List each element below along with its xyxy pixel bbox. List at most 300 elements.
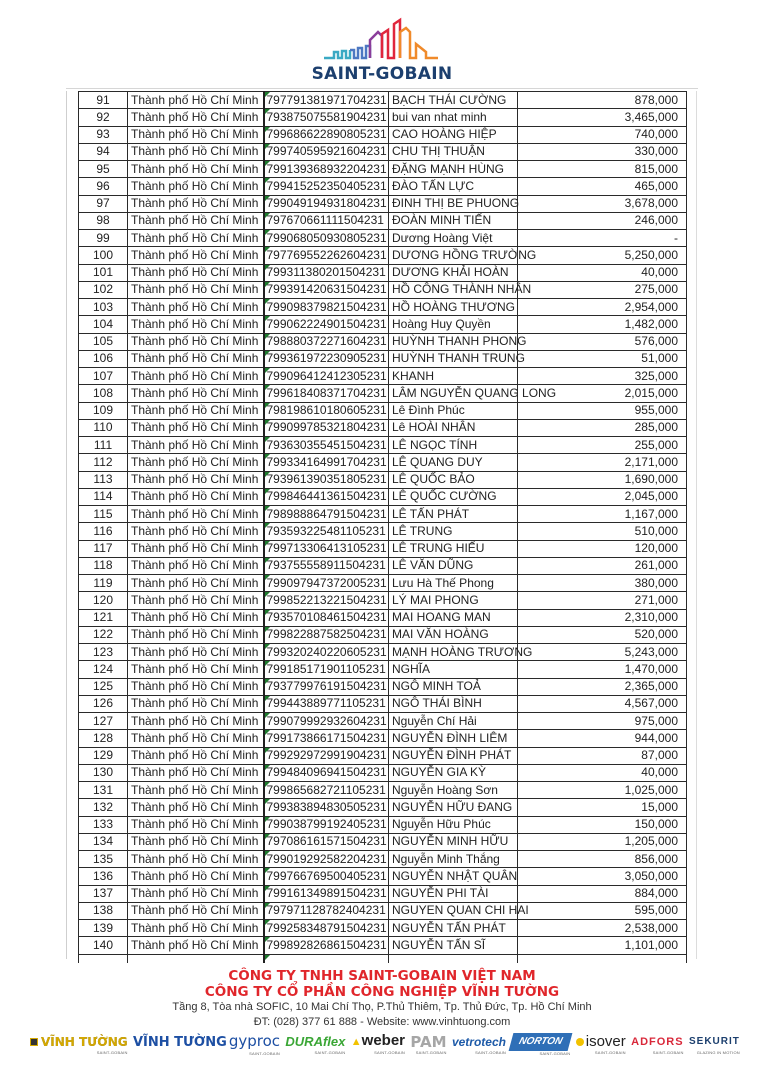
account-code-cell: 799139368932204231 [264,161,389,178]
account-code-cell: 799019292582204231 [264,851,389,868]
row-number-cell: 104 [79,316,128,333]
amount-cell: 120,000 [518,540,687,557]
row-number-cell: 124 [79,661,128,678]
table-row [79,885,687,902]
account-code-cell: 799068050930805231 [264,230,389,247]
row-number-cell: 95 [79,161,128,178]
account-code-cell: 799320240220605231 [264,644,389,661]
customer-name-cell: KHANH [389,368,518,385]
amount-cell: 2,171,000 [518,454,687,471]
amount-cell: 5,243,000 [518,644,687,661]
city-cell: Thành phố Hồ Chí Minh [128,488,264,505]
city-cell: Thành phố Hồ Chí Minh [128,764,264,781]
account-code-cell: 799391420631504231 [264,281,389,298]
city-cell: Thành phố Hồ Chí Minh [128,247,264,264]
brand-name-extra: gyproc [228,1031,281,1050]
brand-isover-logo [576,1034,626,1055]
city-cell: Thành phố Hồ Chí Minh [128,333,264,350]
row-number-cell: 116 [79,523,128,540]
city-cell: Thành phố Hồ Chí Minh [128,868,264,885]
table-row [79,868,687,885]
row-number-cell: 100 [79,247,128,264]
table-row [79,437,687,454]
table-row [79,195,687,212]
customer-name-cell: ĐẶNG MẠNH HÙNG [389,161,518,178]
table-row [79,609,687,626]
table-row [79,833,687,850]
brand-name: NORTON [509,1033,573,1051]
city-cell: Thành phố Hồ Chí Minh [128,730,264,747]
table-row [79,264,687,281]
table-row [79,368,687,385]
amount-cell: 595,000 [518,902,687,919]
table-row [79,247,687,264]
row-number-cell: 128 [79,730,128,747]
customer-name-cell: NGUYỄN ĐÌNH LIÊM [389,730,518,747]
account-code-cell: 799865682721105231 [264,782,389,799]
customer-name-cell: Lê Đình Phúc [389,402,518,419]
table-row [79,713,687,730]
amount-cell: 285,000 [518,419,687,436]
row-number-cell: 133 [79,816,128,833]
table-row [79,730,687,747]
amount-cell: 510,000 [518,523,687,540]
empty-cell [128,954,264,963]
city-cell: Thành phố Hồ Chí Minh [128,143,264,160]
brand-name: isover [585,1032,626,1050]
empty-cell [518,954,687,963]
table-row [79,143,687,160]
customer-name-cell: NGUYEN QUAN CHI HAI [389,902,518,919]
brand-sub-label: SAINT-GOBAIN [96,1049,128,1055]
account-code-cell: 799079992932604231 [264,713,389,730]
city-cell: Thành phố Hồ Chí Minh [128,678,264,695]
amount-cell: 51,000 [518,350,687,367]
amount-cell: 2,538,000 [518,920,687,937]
row-number-cell: 115 [79,506,128,523]
table-body [79,92,687,964]
city-cell: Thành phố Hồ Chí Minh [128,161,264,178]
account-code-cell: 799361972230905231 [264,350,389,367]
amount-cell: 740,000 [518,126,687,143]
amount-cell: 1,101,000 [518,937,687,954]
table-row [79,212,687,229]
brand-sub-label: SAINT-GOBAIN [314,1049,346,1055]
city-cell: Thành phố Hồ Chí Minh [128,557,264,574]
brand-sekurit-logo [689,1034,740,1055]
table-row [79,299,687,316]
brand-name: VĨNH TƯỜNG [41,1034,128,1049]
amount-cell: 15,000 [518,799,687,816]
brand-name: weber [361,1032,406,1049]
row-number-cell: 129 [79,747,128,764]
city-cell: Thành phố Hồ Chí Minh [128,437,264,454]
amount-cell: 380,000 [518,575,687,592]
table-row [79,661,687,678]
city-cell: Thành phố Hồ Chí Minh [128,368,264,385]
customer-name-cell: CAO HOÀNG HIỆP [389,126,518,143]
city-cell: Thành phố Hồ Chí Minh [128,747,264,764]
brand-sub-label: SAINT-GOBAIN [374,1050,406,1055]
account-code-cell: 799822887582504231 [264,626,389,643]
account-code-cell: 799049194931804231 [264,195,389,212]
amount-cell: 275,000 [518,281,687,298]
row-number-cell: 106 [79,350,128,367]
account-code-cell: 793630355451504231 [264,437,389,454]
row-number-cell: 134 [79,833,128,850]
customer-name-cell: MAI HOANG MAN [389,609,518,626]
brand-sub-label: SAINT-GOBAIN [539,1050,571,1056]
isover-dot-icon [576,1038,584,1046]
table-row [79,488,687,505]
city-cell: Thành phố Hồ Chí Minh [128,230,264,247]
customer-name-cell: LÊ NGỌC TÍNH [389,437,518,454]
customer-name-cell: bui van nhat minh [389,109,518,126]
customer-name-cell: Lưu Hà Thế Phong [389,575,518,592]
brand-vetrotech-logo [452,1034,506,1055]
amount-cell: 5,250,000 [518,247,687,264]
customer-name-cell: NGÔ THÁI BÌNH [389,695,518,712]
customer-name-cell: ĐINH THỊ BE PHUONG [389,195,518,212]
customer-name-cell: NGUYỄN TẤN PHÁT [389,920,518,937]
customer-name-cell: ĐÀO TẤN LỰC [389,178,518,195]
customer-name-cell: Nguyễn Hoàng Sơn [389,782,518,799]
account-code-cell: 799484096941504231 [264,764,389,781]
amount-cell: 40,000 [518,764,687,781]
city-cell: Thành phố Hồ Chí Minh [128,833,264,850]
city-cell: Thành phố Hồ Chí Minh [128,523,264,540]
city-cell: Thành phố Hồ Chí Minh [128,851,264,868]
customer-name-cell: DƯƠNG HỒNG TRƯỜNG [389,247,518,264]
amount-cell: 520,000 [518,626,687,643]
city-cell: Thành phố Hồ Chí Minh [128,212,264,229]
weber-triangle-icon: ▲ [350,1036,362,1048]
row-number-cell: 105 [79,333,128,350]
customer-name-cell: NGUYỄN NHẬT QUÂN [389,868,518,885]
amount-cell: 87,000 [518,747,687,764]
account-code-cell: 799766769500405231 [264,868,389,885]
row-number-cell: 132 [79,799,128,816]
table-row [79,454,687,471]
sheet-top-gridline [66,88,698,90]
account-code-cell: 799892826861504231 [264,937,389,954]
customer-name-cell: LÊ QUANG DUY [389,454,518,471]
brand-norton-logo [511,1033,570,1056]
row-number-cell: 98 [79,212,128,229]
account-code-cell: 799618408371704231 [264,385,389,402]
customer-name-cell: NGUYỄN ĐÌNH PHÁT [389,747,518,764]
table-row [79,816,687,833]
city-cell: Thành phố Hồ Chí Minh [128,626,264,643]
row-number-cell: 130 [79,764,128,781]
table-row [79,540,687,557]
brand-vinh-tuong-logo [30,1034,128,1055]
account-code-cell: 797971128782404231 [264,902,389,919]
row-number-cell: 137 [79,885,128,902]
brand-sub-label: SAINT-GOBAIN [249,1050,281,1056]
row-number-cell: 110 [79,419,128,436]
amount-cell: 255,000 [518,437,687,454]
row-number-cell: 94 [79,143,128,160]
table-row [79,799,687,816]
customer-name-cell: LÊ TRUNG HIẾU [389,540,518,557]
account-code-cell: 799740595921604231 [264,143,389,160]
table-row [79,592,687,609]
amount-cell: 40,000 [518,264,687,281]
table-row [79,126,687,143]
amount-cell: 944,000 [518,730,687,747]
account-code-cell: 793570108461504231 [264,609,389,626]
table-row [79,782,687,799]
table-row [79,281,687,298]
row-number-cell: 99 [79,230,128,247]
city-cell: Thành phố Hồ Chí Minh [128,178,264,195]
customer-name-cell: NGUYỄN MINH HỮU [389,833,518,850]
customer-name-cell: ĐOÀN MINH TIẾN [389,212,518,229]
account-code-cell: 797086161571504231 [264,833,389,850]
row-number-cell: 108 [79,385,128,402]
brand-name: SEKURIT [688,1035,740,1047]
company-name-primary: CÔNG TY TNHH SAINT-GOBAIN VIỆT NAM [228,968,536,984]
city-cell: Thành phố Hồ Chí Minh [128,920,264,937]
account-code-cell: 799852213221504231 [264,592,389,609]
account-code-cell: 798880372271604231 [264,333,389,350]
city-cell: Thành phố Hồ Chí Minh [128,281,264,298]
row-number-cell: 111 [79,437,128,454]
city-cell: Thành phố Hồ Chí Minh [128,902,264,919]
customer-name-cell: MAI VĂN HOÀNG [389,626,518,643]
account-code-cell: 799097947372005231 [264,575,389,592]
row-number-cell: 135 [79,851,128,868]
row-number-cell: 93 [79,126,128,143]
account-code-cell: 799383894830505231 [264,799,389,816]
city-cell: Thành phố Hồ Chí Minh [128,350,264,367]
customer-name-cell: Hoàng Huy Quyền [389,316,518,333]
account-code-cell: 797670661111504231 [264,212,389,229]
brand-name: VĨNH TƯỜNG [133,1034,227,1050]
table-row [79,851,687,868]
customer-name-cell: LÊ QUỐC BẢO [389,471,518,488]
amount-cell: 3,050,000 [518,868,687,885]
account-code-cell: 799846441361504231 [264,488,389,505]
row-number-cell: 102 [79,281,128,298]
brand-name: vetrotech [451,1034,506,1049]
vinh-tuong-square-icon [30,1038,38,1046]
brand-sub-label: SAINT-GOBAIN [594,1049,626,1055]
amount-cell: 261,000 [518,557,687,574]
amount-cell: 1,167,000 [518,506,687,523]
row-number-cell: 139 [79,920,128,937]
account-code-cell: 799096412412305231 [264,368,389,385]
city-cell: Thành phố Hồ Chí Minh [128,385,264,402]
row-number-cell: 107 [79,368,128,385]
amount-cell: 1,025,000 [518,782,687,799]
amount-cell: 955,000 [518,402,687,419]
account-code-cell: 799098379821504231 [264,299,389,316]
city-cell: Thành phố Hồ Chí Minh [128,299,264,316]
table-row [79,333,687,350]
customer-name-cell: LÊ VĂN DŨNG [389,557,518,574]
table-row [79,557,687,574]
row-number-cell: 92 [79,109,128,126]
account-code-cell: 799258348791504231 [264,920,389,937]
company-contact: ĐT: (028) 377 61 888 - Website: www.vinhtuong.com [253,1015,511,1028]
table-row [79,678,687,695]
customer-name-cell: NGUYỄN HỮU ĐANG [389,799,518,816]
row-number-cell: 109 [79,402,128,419]
account-code-cell: 798988864791504231 [264,506,389,523]
city-cell: Thành phố Hồ Chí Minh [128,782,264,799]
saint-gobain-logo [0,0,764,90]
amount-cell: 3,465,000 [518,109,687,126]
customer-name-cell: NGUYỄN GIA KỲ [389,764,518,781]
customer-name-cell: Nguyễn Minh Thắng [389,851,518,868]
amount-cell: 856,000 [518,851,687,868]
city-cell: Thành phố Hồ Chí Minh [128,264,264,281]
row-number-cell: 113 [79,471,128,488]
table-row [79,937,687,954]
amount-cell: 2,365,000 [518,678,687,695]
brand-duraflex-logo [285,1034,345,1055]
amount-cell: 150,000 [518,816,687,833]
account-code-cell: 793593225481105231 [264,523,389,540]
account-code-cell: 793779976191504231 [264,678,389,695]
row-number-cell: 125 [79,678,128,695]
amount-cell: 465,000 [518,178,687,195]
amount-cell: 975,000 [518,713,687,730]
row-number-cell: 96 [79,178,128,195]
account-code-cell: 799185171901105231 [264,661,389,678]
row-number-cell: 112 [79,454,128,471]
city-cell: Thành phố Hồ Chí Minh [128,454,264,471]
city-cell: Thành phố Hồ Chí Minh [128,713,264,730]
brand-pam-logo [410,1034,446,1055]
company-footer [0,968,764,1029]
amount-cell: 1,470,000 [518,661,687,678]
city-cell: Thành phố Hồ Chí Minh [128,644,264,661]
city-cell: Thành phố Hồ Chí Minh [128,937,264,954]
amount-cell: 1,690,000 [518,471,687,488]
customer-name-cell: LÂM NGUYỄN QUANG LONG [389,385,518,402]
table-row [79,764,687,781]
city-cell: Thành phố Hồ Chí Minh [128,126,264,143]
amount-cell: 2,045,000 [518,488,687,505]
row-number-cell: 91 [79,92,128,109]
table-row [79,523,687,540]
row-number-cell: 138 [79,902,128,919]
account-code-cell: 799161349891504231 [264,885,389,902]
customer-name-cell: CHU THỊ THUẬN [389,143,518,160]
table-row [79,747,687,764]
customer-name-cell: NGHĨA [389,661,518,678]
table-row-cutoff [79,954,687,963]
row-number-cell: 118 [79,557,128,574]
customer-name-cell: NGUYỄN PHI TÀI [389,885,518,902]
city-cell: Thành phố Hồ Chí Minh [128,471,264,488]
customer-name-cell: LÊ TẤN PHÁT [389,506,518,523]
city-cell: Thành phố Hồ Chí Minh [128,195,264,212]
account-code-cell: 799334164991704231 [264,454,389,471]
account-code-cell: 798198610180605231 [264,402,389,419]
amount-cell: 330,000 [518,143,687,160]
amount-cell: 884,000 [518,885,687,902]
table-row [79,506,687,523]
brand-sub-label: SAINT-GOBAIN [652,1049,684,1055]
customer-name-cell: HUỲNH THANH TRUNG [389,350,518,367]
brand-weber-logo [351,1033,405,1055]
brand-name: PAM [410,1032,447,1051]
amount-cell: 4,567,000 [518,695,687,712]
city-cell: Thành phố Hồ Chí Minh [128,592,264,609]
customer-name-cell: HỒ CÔNG THÀNH NHÂN [389,281,518,298]
brand-sub-label: SAINT-GOBAIN [475,1049,506,1055]
amount-cell: 271,000 [518,592,687,609]
row-number-cell: 117 [79,540,128,557]
table-row [79,230,687,247]
amount-cell: 1,205,000 [518,833,687,850]
customer-name-cell: Dương Hoàng Việt [389,230,518,247]
brand-adfors-logo [631,1034,683,1055]
table-row [79,419,687,436]
customer-name-cell: HUỲNH THANH PHONG [389,333,518,350]
row-number-cell: 103 [79,299,128,316]
account-code-cell: 793875075581904231 [264,109,389,126]
table-row [79,575,687,592]
customer-name-cell: Nguyễn Chí Hải [389,713,518,730]
city-cell: Thành phố Hồ Chí Minh [128,816,264,833]
row-number-cell: 119 [79,575,128,592]
row-number-cell: 131 [79,782,128,799]
amount-cell: 3,678,000 [518,195,687,212]
row-number-cell: 126 [79,695,128,712]
brand-tagline: GLAZING IN MOTION [696,1049,740,1055]
empty-cell [79,954,128,963]
customer-name-cell: HỒ HOÀNG THƯƠNG [389,299,518,316]
table-row [79,178,687,195]
city-cell: Thành phố Hồ Chí Minh [128,885,264,902]
customer-name-cell: LÊ TRUNG [389,523,518,540]
table-row [79,644,687,661]
empty-cell [389,954,518,963]
table-row [79,92,687,109]
city-cell: Thành phố Hồ Chí Minh [128,316,264,333]
city-cell: Thành phố Hồ Chí Minh [128,575,264,592]
table-row [79,316,687,333]
row-number-cell: 140 [79,937,128,954]
customer-name-cell: Nguyễn Hữu Phúc [389,816,518,833]
brand-name: ADFORS [631,1035,684,1048]
amount-cell: 2,015,000 [518,385,687,402]
city-cell: Thành phố Hồ Chí Minh [128,661,264,678]
account-code-cell: 797769552262604231 [264,247,389,264]
city-cell: Thành phố Hồ Chí Minh [128,506,264,523]
row-number-cell: 122 [79,626,128,643]
company-wordmark: SAINT-GOBAIN [311,64,453,84]
company-name-secondary: CÔNG TY CỔ PHẦN CÔNG NGHIỆP VĨNH TƯỜNG [204,984,560,1000]
city-cell: Thành phố Hồ Chí Minh [128,92,264,109]
row-number-cell: 120 [79,592,128,609]
row-number-cell: 114 [79,488,128,505]
amount-cell: 246,000 [518,212,687,229]
row-number-cell: 123 [79,644,128,661]
table-row [79,350,687,367]
customer-name-cell: LÊ QUỐC CƯỜNG [389,488,518,505]
amount-cell: 2,310,000 [518,609,687,626]
city-cell: Thành phố Hồ Chí Minh [128,419,264,436]
saint-gobain-skyline-icon [322,18,444,62]
table-row [79,902,687,919]
row-number-cell: 101 [79,264,128,281]
